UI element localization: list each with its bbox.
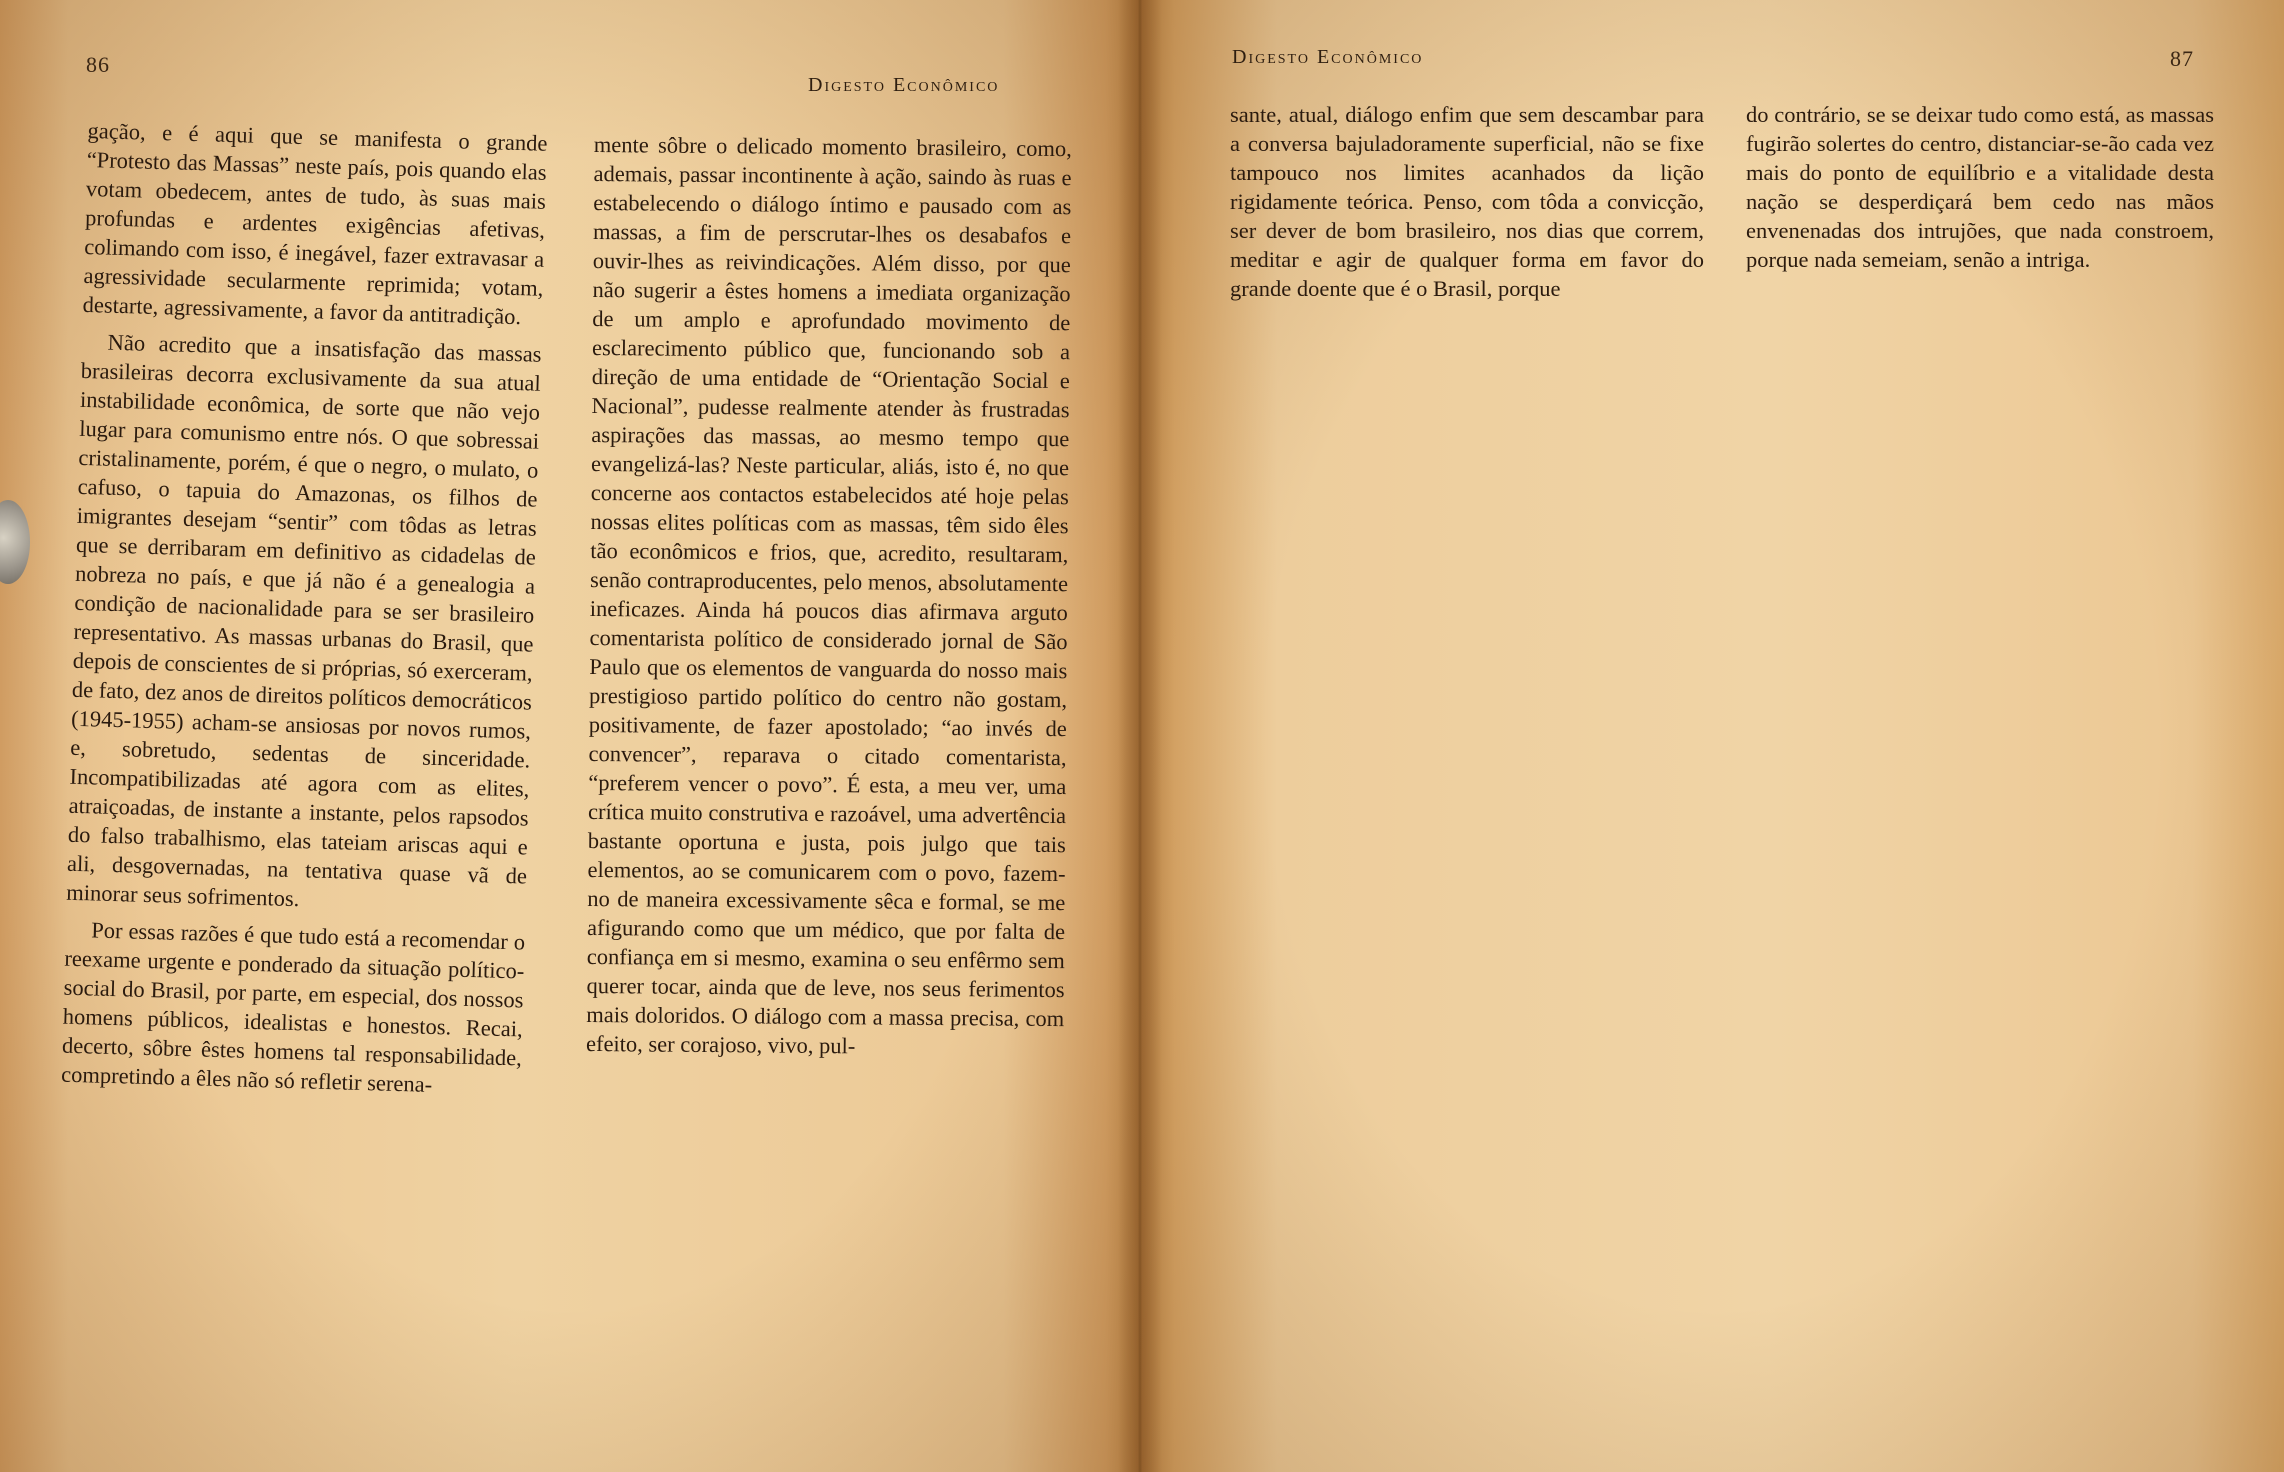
paragraph: mente sôbre o delicado momento brasileiro, como, ademais, passar incontinente à ação, saindo às ruas e estabelecendo o diálogo íntimo e pausado com as massas, a fim de perscrutar-lhes os desabafos e ouvir-lhes as reivindicações. Além disso, por que não sugerir a êstes homens a imediata organização de um amplo e aprofundado movimento de esclarecimento público que, funcionando sob a direção de uma entidade de “Orientação Social e Nacional”, pudesse realmente atender às frustradas aspirações das massas, ao mesmo tempo que evangelizá-las? Neste particular, aliás, isto é, no que concerne aos contactos estabelecidos até hoje pelas nossas elites políticas com as massas, têm sido êles tão econômicos e frios, que, acredito, resultaram, senão contraproducentes, pelo menos, absolutamente ineficazes. Ainda há poucos dias afirmava arguto comentarista político de considerado jornal de São Paulo que os elementos de vanguarda do nosso mais prestigioso partido político do centro não gostam, positivamente, de fazer apostolado; “ao invés de convencer”, reparava o citado comentarista, “preferem vencer o povo”. É esta, a meu ver, uma crítica muito construtiva e razoável, uma advertência bastante oportuna e justa, pois julgo que tais elementos, ao se comunicarem com o povo, fazem-no de maneira excessivamente sêca e formal, se me afigurando como que um médico, que por falta de confiança em si mesmo, examina o seu enfêrmo sem querer tocar, ainda que de leve, nos seus ferimentos mais doloridos. O diálogo com a massa precisa, com efeito, ser corajoso, vivo, pul- xyxy=(585,131,1072,1059)
left-column-1 xyxy=(61,116,548,1101)
left-column-2 xyxy=(586,130,1072,1062)
paragraph: sante, atual, diálogo enfim que sem descambar para a conversa bajuladoramente superficial, não se fixe tampouco nos limites acanhados da lição rigidamente teórica. Penso, com tôda a convicção, ser dever de bom brasileiro, nos dias que correm, meditar e agir de qualquer forma em favor do grande doente que é o Brasil, porque xyxy=(1230,102,1704,301)
paragraph: Por essas razões é que tudo está a recomendar o reexame urgente e ponderado da situação político-social do Brasil, por parte, em especial, dos nossos homens públicos, idealistas e honestos. Recai, decerto, sôbre êstes homens tal responsabilidade, compretindo a êles não só refletir serena- xyxy=(60,917,526,1097)
page-number-right: 87 xyxy=(2170,46,2194,71)
right-page xyxy=(1140,0,2284,1472)
left-page xyxy=(0,0,1140,1472)
page-number-left: 86 xyxy=(86,52,110,77)
paragraph: do contrário, se se deixar tudo como está, as massas fugirão solertes do centro, distanciar-se-ão cada vez mais do ponto de equilíbrio e a vitalidade desta nação se desperdiçará bem cedo nas mãos envenenadas dos intrujões, que nada constroem, porque nada semeiam, senão a intriga. xyxy=(1746,102,2214,272)
right-column-1 xyxy=(1230,100,1704,303)
right-column-2 xyxy=(1746,100,2214,274)
running-head-right: Digesto Econômico xyxy=(1232,46,1424,68)
running-head-left: Digesto Econômico xyxy=(808,74,1000,96)
paragraph: Não acredito que a insatisfação das massas brasileiras decorra exclusivamente da sua atual instabilidade econômica, de sorte que não vejo lugar para comunismo entre nós. O que sobressai cristalinamente, porém, é que o negro, o mulato, o cafuso, o tapuia do Amazonas, os filhos de imigrantes desejam “sentir” com tôdas as letras que se derribaram em definitivo as cidadelas de nobreza no país, e que já não é a genealogia a condição de nacionalidade para se ser brasileiro representativo. As massas urbanas do Brasil, que depois de conscientes de si próprias, só exerceram, de fato, dez anos de direitos políticos democráticos (1945-1955) acham-se ansiosas por novos rumos, e, sobretudo, sedentas de sinceridade. Incompatibilizadas até agora com as elites, atraiçoadas, de instante a instante, pelos rapsodos do falso trabalhismo, elas tateiam ariscas aqui e ali, desgovernadas, na tentativa quase vã de minorar seus sofrimentos. xyxy=(65,329,542,912)
paragraph: gação, e é aqui que se manifesta o grande “Protesto das Massas” neste país, pois quando elas votam obedecem, antes de tudo, às suas mais profundas e ardentes exigências afetivas, colimando com isso, é inegável, fazer extravasar a agressividade secularmente reprimida; votam, destarte, agressivamente, a favor da antitradição. xyxy=(82,117,548,330)
binding-clip-mark xyxy=(0,500,30,584)
